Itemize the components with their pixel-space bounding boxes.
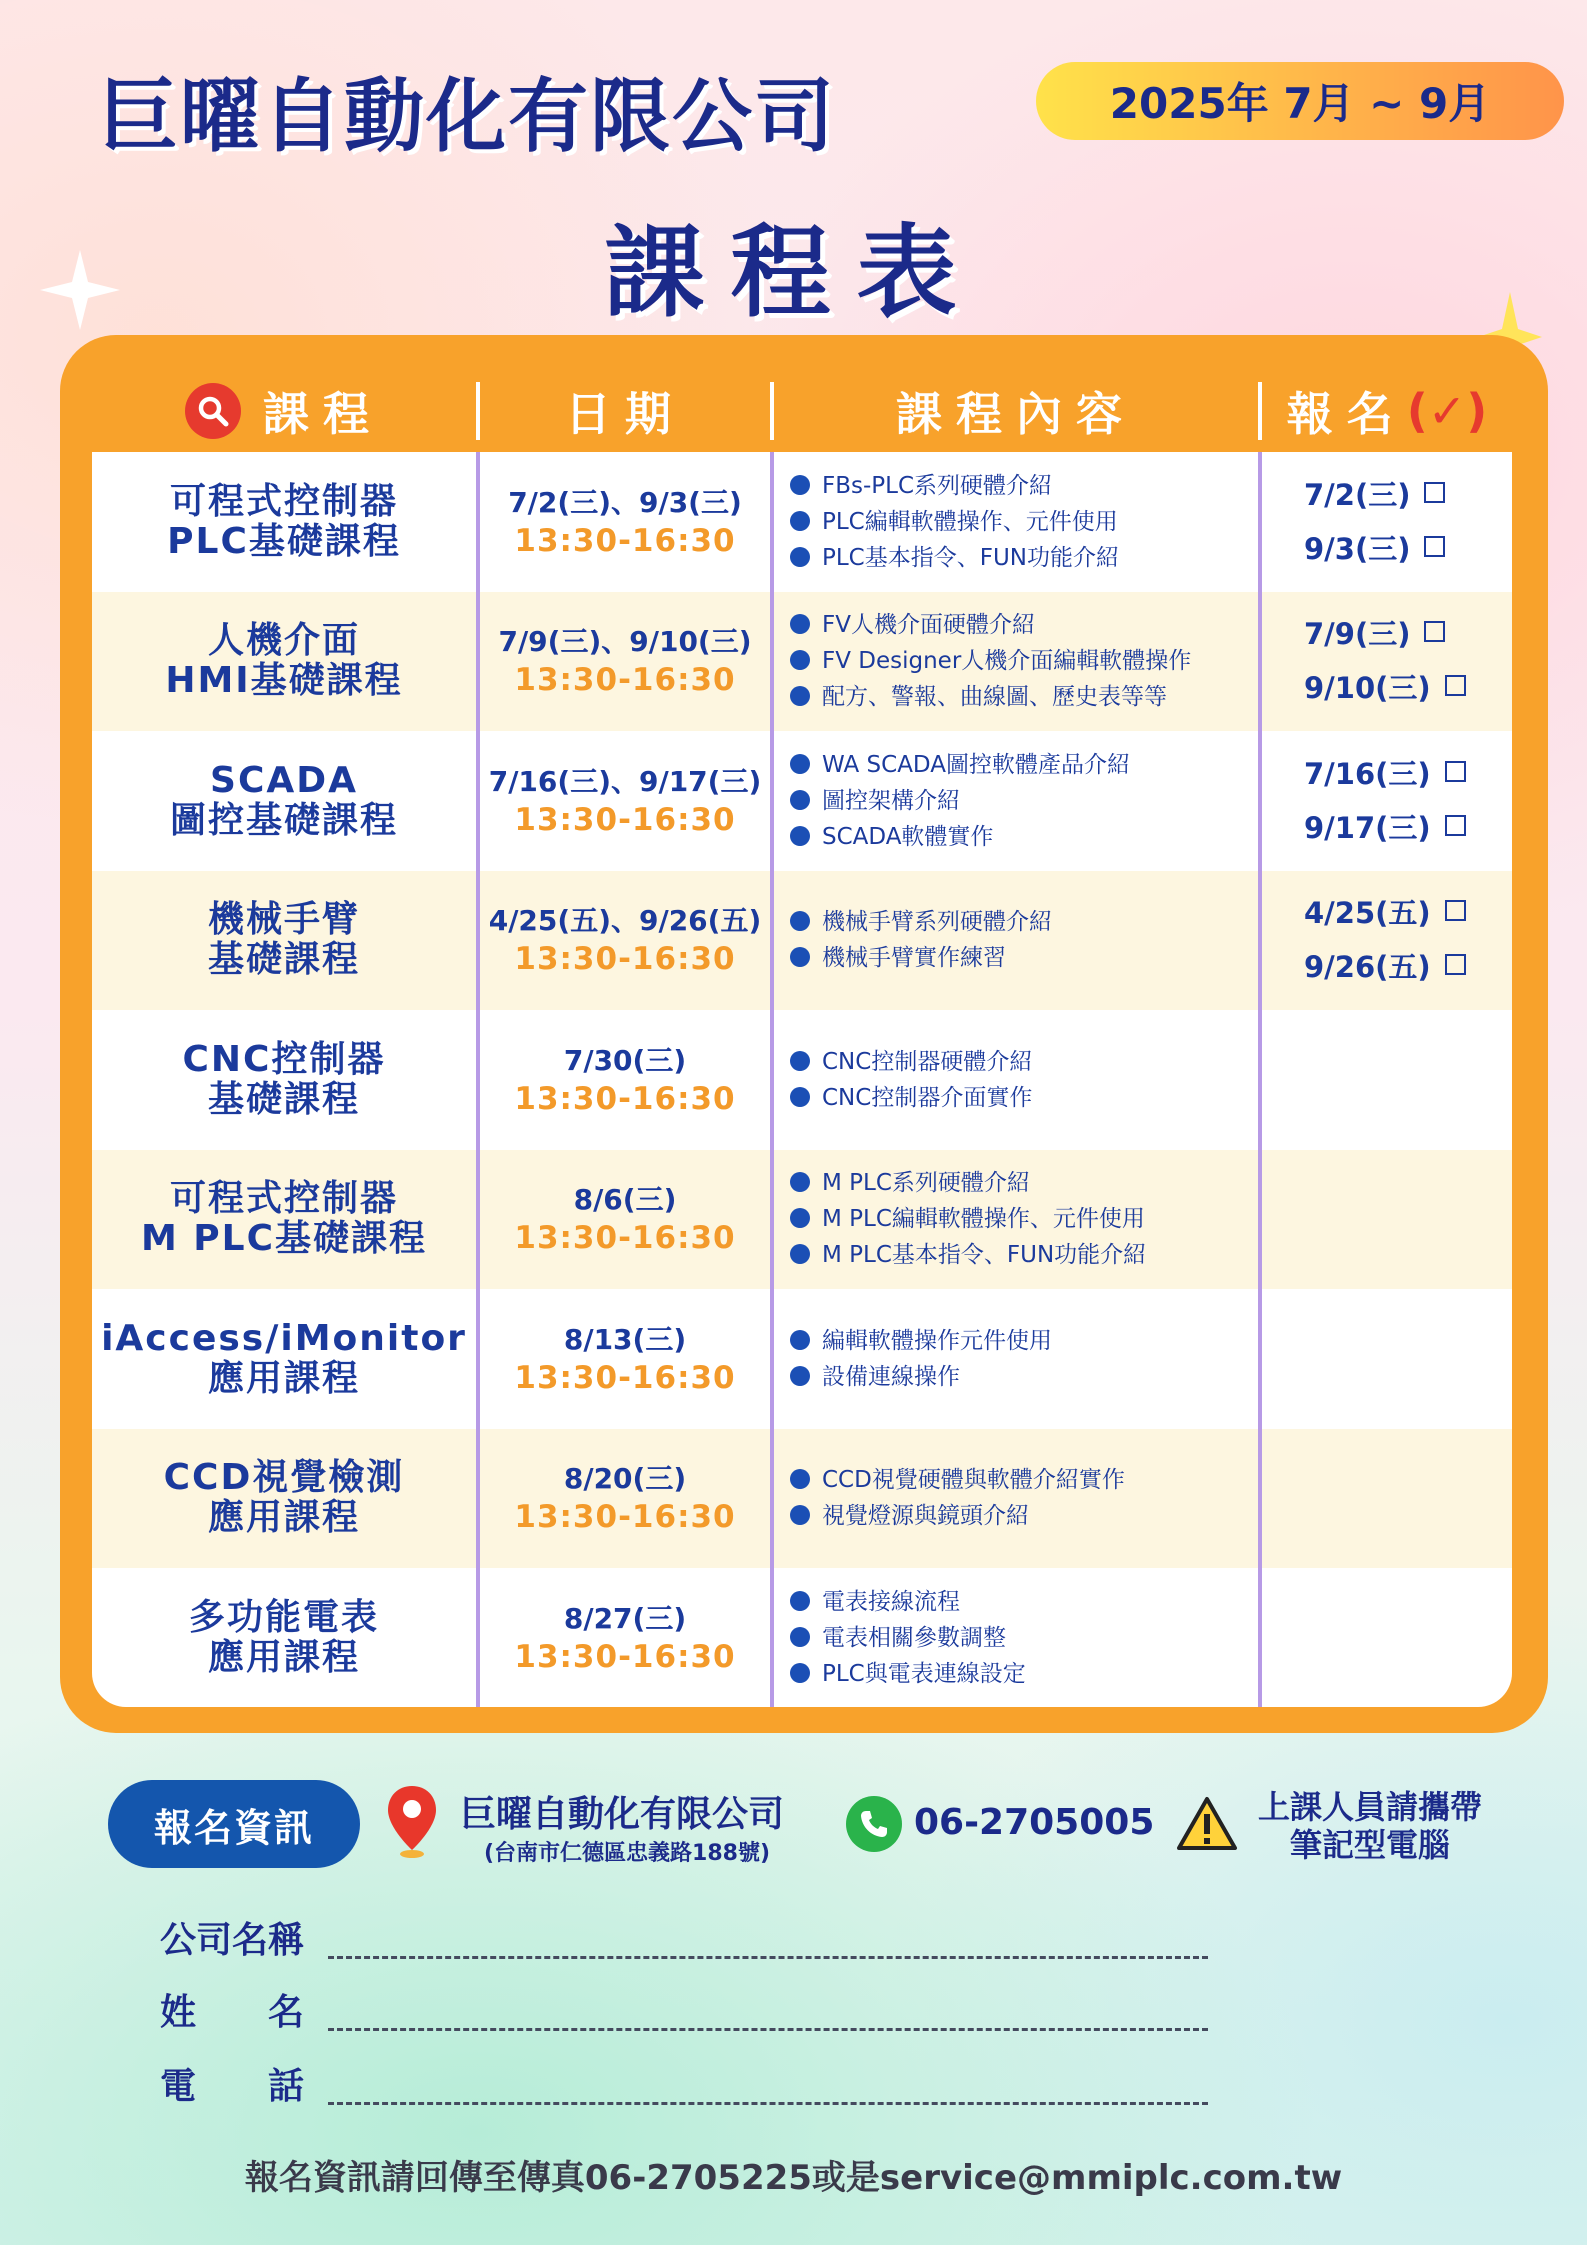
content-item	[790, 1584, 1258, 1620]
course-cell	[92, 1429, 476, 1569]
table-row	[92, 452, 1512, 592]
table-row	[92, 592, 1512, 732]
course-time: 13:30-16:30	[514, 1220, 736, 1257]
course-name-line: 機械手臂	[207, 899, 360, 941]
register-checkbox[interactable]	[1445, 675, 1466, 696]
date-cell	[480, 1289, 770, 1429]
course-time: 13:30-16:30	[514, 1080, 736, 1117]
header-register	[1262, 370, 1512, 452]
bullet-icon	[790, 1172, 810, 1192]
content-item-text: CCD視覺硬體與軟體介紹實作	[822, 1467, 1125, 1494]
register-cell	[1262, 1568, 1512, 1707]
date-cell	[480, 452, 770, 592]
register-option[interactable]	[1304, 607, 1512, 661]
bullet-icon	[790, 1627, 810, 1647]
course-date: 8/27(三)	[563, 1601, 687, 1635]
register-checkbox[interactable]	[1424, 482, 1445, 503]
register-date: 9/10(三)	[1304, 671, 1431, 706]
content-cell	[774, 1568, 1258, 1707]
bullet-icon	[790, 826, 810, 846]
content-cell	[774, 592, 1258, 732]
course-name-line: 可程式控制器	[169, 1178, 398, 1220]
content-item	[790, 679, 1258, 715]
course-time: 13:30-16:30	[514, 1499, 736, 1536]
check-mark: (✓)	[1406, 384, 1488, 438]
content-item	[790, 1080, 1258, 1116]
column-divider	[476, 452, 480, 1707]
course-cell	[92, 1289, 476, 1429]
page-title: 課程表	[604, 214, 983, 331]
course-time: 13:30-16:30	[514, 1638, 736, 1675]
content-item-text: SCADA軟體實作	[822, 823, 994, 850]
date-cell	[480, 1150, 770, 1290]
course-name-line: 應用課程	[207, 1636, 360, 1678]
content-cell	[774, 1150, 1258, 1290]
course-time: 13:30-16:30	[514, 1359, 736, 1396]
header-content: 課程內容	[896, 387, 1136, 441]
course-date: 8/20(三)	[563, 1462, 687, 1496]
table-row	[92, 731, 1512, 871]
course-name-line: M PLC基礎課程	[140, 1218, 428, 1260]
content-item-text: M PLC系列硬體介紹	[822, 1170, 1030, 1197]
content-item	[790, 643, 1258, 679]
content-item	[790, 747, 1258, 783]
bullet-icon	[790, 790, 810, 810]
course-cell	[92, 452, 476, 592]
register-checkbox[interactable]	[1424, 621, 1445, 642]
bullet-icon	[790, 1208, 810, 1228]
bullet-icon	[790, 1505, 810, 1525]
course-cell	[92, 1010, 476, 1150]
content-cell	[774, 731, 1258, 871]
register-date: 7/16(三)	[1304, 756, 1431, 791]
content-cell	[774, 871, 1258, 1011]
content-item-text: FV人機介面硬體介紹	[822, 612, 1035, 639]
content-item-text: M PLC編輯軟體操作、元件使用	[822, 1206, 1145, 1233]
register-date: 9/3(三)	[1304, 531, 1411, 566]
register-cell	[1262, 731, 1512, 871]
table-row	[92, 1568, 1512, 1707]
name-label: 姓 名	[160, 1992, 305, 2033]
content-item-text: 編輯軟體操作元件使用	[822, 1327, 1052, 1354]
bullet-icon	[790, 754, 810, 774]
course-date: 8/6(三)	[573, 1183, 677, 1217]
content-item	[790, 1498, 1258, 1534]
content-item-text: 電表相關參數調整	[822, 1624, 1006, 1651]
register-date: 7/9(三)	[1304, 617, 1411, 652]
name-field[interactable]	[328, 2028, 1208, 2031]
content-item-text: FBs-PLC系列硬體介紹	[822, 472, 1053, 499]
bullet-icon	[790, 1366, 810, 1386]
content-item	[790, 540, 1258, 576]
course-name-line: 應用課程	[207, 1357, 360, 1399]
content-item	[790, 1201, 1258, 1237]
content-item-text: CNC控制器硬體介紹	[822, 1048, 1033, 1075]
register-date: 9/17(三)	[1304, 810, 1431, 845]
content-item-text: PLC與電表連線設定	[822, 1660, 1026, 1687]
register-cell	[1262, 1010, 1512, 1150]
info-company-name: 巨曜自動化有限公司	[460, 1794, 785, 1835]
register-cell	[1262, 1150, 1512, 1290]
header-course-label: 課程	[263, 387, 383, 441]
course-date: 7/16(三)、9/17(三)	[488, 764, 762, 798]
column-divider	[1258, 452, 1262, 1707]
info-address: (台南市仁德區忠義路188號)	[484, 1841, 771, 1866]
date-cell	[480, 1568, 770, 1707]
content-item	[790, 1044, 1258, 1080]
register-option[interactable]	[1304, 801, 1512, 855]
content-item	[790, 504, 1258, 540]
content-item	[790, 1462, 1258, 1498]
date-cell	[480, 1429, 770, 1569]
register-cell	[1262, 1289, 1512, 1429]
note-line-2: 筆記型電腦	[1289, 1826, 1450, 1864]
course-name-line: 圖控基礎課程	[169, 799, 398, 841]
course-name-line: 應用課程	[207, 1497, 360, 1539]
course-name-line: CCD視覺檢測	[163, 1457, 405, 1499]
content-item-text: FV Designer人機介面編輯軟體操作	[822, 648, 1192, 675]
content-item-text: M PLC基本指令、FUN功能介紹	[822, 1242, 1147, 1269]
register-date: 4/25(五)	[1304, 896, 1431, 931]
course-cell	[92, 1150, 476, 1290]
register-checkbox[interactable]	[1445, 761, 1466, 782]
table-row	[92, 1010, 1512, 1150]
course-name-line: HMI基礎課程	[165, 660, 403, 702]
course-name-line: SCADA	[210, 759, 358, 801]
course-cell	[92, 1568, 476, 1707]
course-table	[92, 452, 1512, 1707]
content-item-text: PLC編輯軟體操作、元件使用	[822, 508, 1118, 535]
phone-field[interactable]	[328, 2102, 1208, 2105]
column-divider	[770, 452, 774, 1707]
registration-info-badge: 報名資訊	[108, 1780, 360, 1868]
header-register-label: 報名	[1286, 387, 1407, 441]
bullet-icon	[790, 1469, 810, 1489]
course-name-line: 多功能電表	[188, 1596, 379, 1638]
content-item-text: CNC控制器介面實作	[822, 1084, 1033, 1111]
table-row	[92, 1289, 1512, 1429]
course-date: 8/13(三)	[563, 1322, 687, 1356]
date-cell	[480, 731, 770, 871]
content-item-text: 電表接線流程	[822, 1588, 960, 1615]
bullet-icon	[790, 911, 810, 931]
period-badge: 2025年 7月 ~ 9月	[1036, 62, 1564, 140]
register-date: 9/26(五)	[1304, 950, 1431, 985]
header-date: 日期	[565, 387, 685, 441]
content-item	[790, 1237, 1258, 1273]
register-option[interactable]	[1304, 747, 1512, 801]
content-item-text: 圖控架構介紹	[822, 787, 960, 814]
register-cell	[1262, 871, 1512, 1011]
bullet-icon	[790, 1591, 810, 1611]
bullet-icon	[790, 547, 810, 567]
register-cell	[1262, 592, 1512, 732]
bullet-icon	[790, 475, 810, 495]
register-cell	[1262, 452, 1512, 592]
course-name-line: 可程式控制器	[169, 480, 398, 522]
content-cell	[774, 1010, 1258, 1150]
course-cell	[92, 871, 476, 1011]
content-item	[790, 1620, 1258, 1656]
bullet-icon	[790, 511, 810, 531]
bullet-icon	[790, 947, 810, 967]
course-time: 13:30-16:30	[514, 662, 736, 699]
content-item	[790, 607, 1258, 643]
location-pin-icon	[386, 1784, 438, 1860]
register-checkbox[interactable]	[1424, 536, 1445, 557]
table-header	[92, 370, 1512, 452]
content-item	[790, 468, 1258, 504]
content-item	[790, 904, 1258, 940]
content-item	[790, 1656, 1258, 1692]
course-cell	[92, 731, 476, 871]
table-row	[92, 1150, 1512, 1290]
bullet-icon	[790, 650, 810, 670]
date-cell	[480, 871, 770, 1011]
content-item-text: 設備連線操作	[822, 1363, 960, 1390]
content-cell	[774, 452, 1258, 592]
course-date: 4/25(五)、9/26(五)	[488, 904, 762, 938]
content-item	[790, 819, 1258, 855]
header-course	[92, 370, 476, 452]
search-icon	[185, 383, 241, 439]
note-line-1: 上課人員請攜帶	[1257, 1788, 1482, 1826]
content-item-text: 配方、警報、曲線圖、歷史表等等	[822, 684, 1167, 711]
bullet-icon	[790, 1051, 810, 1071]
content-item	[790, 783, 1258, 819]
content-item	[790, 1165, 1258, 1201]
table-row	[92, 871, 1512, 1011]
bullet-icon	[790, 614, 810, 634]
phone-label: 電 話	[160, 2066, 305, 2107]
content-item-text: PLC基本指令、FUN功能介紹	[822, 544, 1120, 571]
register-option[interactable]	[1304, 940, 1512, 994]
register-checkbox[interactable]	[1445, 954, 1466, 975]
register-date: 7/2(三)	[1304, 477, 1411, 512]
bullet-icon	[790, 686, 810, 706]
register-option[interactable]	[1304, 661, 1512, 715]
content-item-text: WA SCADA圖控軟體產品介紹	[822, 751, 1130, 778]
course-time: 13:30-16:30	[514, 941, 736, 978]
bullet-icon	[790, 1663, 810, 1683]
warning-icon	[1176, 1796, 1238, 1852]
content-item-text: 機械手臂實作練習	[822, 945, 1006, 972]
course-name-line: iAccess/iMonitor	[101, 1317, 467, 1359]
phone-number: 06-2705005	[914, 1802, 1155, 1843]
content-item	[790, 940, 1258, 976]
table-row	[92, 1429, 1512, 1569]
register-checkbox[interactable]	[1445, 815, 1466, 836]
laptop-note	[1250, 1788, 1490, 1864]
course-date: 7/9(三)、9/10(三)	[498, 625, 752, 659]
date-cell	[480, 592, 770, 732]
content-item-text: 機械手臂系列硬體介紹	[822, 909, 1052, 936]
course-cell	[92, 592, 476, 732]
company-title: 巨曜自動化有限公司	[98, 70, 836, 163]
phone-icon	[846, 1796, 902, 1852]
course-time: 13:30-16:30	[514, 801, 736, 838]
footer-note: 報名資訊請回傳至傳真06-2705225或是service@mmiplc.com.tw	[244, 2158, 1343, 2198]
company-name-label: 公司名稱	[160, 1920, 305, 1961]
content-item-text: 視覺燈源與鏡頭介紹	[822, 1503, 1029, 1530]
bullet-icon	[790, 1244, 810, 1264]
content-cell	[774, 1429, 1258, 1569]
content-item	[790, 1359, 1258, 1395]
date-cell	[480, 1010, 770, 1150]
content-item	[790, 1323, 1258, 1359]
register-option[interactable]	[1304, 522, 1512, 576]
course-name-line: PLC基礎課程	[167, 520, 401, 562]
register-checkbox[interactable]	[1445, 900, 1466, 921]
bullet-icon	[790, 1330, 810, 1350]
bullet-icon	[790, 1087, 810, 1107]
course-name-line: CNC控制器	[182, 1038, 386, 1080]
course-date: 7/2(三)、9/3(三)	[508, 485, 742, 519]
sparkle-icon	[40, 250, 120, 330]
company-name-field[interactable]	[328, 1956, 1208, 1959]
register-option[interactable]	[1304, 468, 1512, 522]
register-cell	[1262, 1429, 1512, 1569]
course-name-line: 人機介面	[207, 620, 360, 662]
course-name-line: 基礎課程	[207, 939, 360, 981]
register-option[interactable]	[1304, 886, 1512, 940]
course-date: 7/30(三)	[563, 1043, 687, 1077]
course-time: 13:30-16:30	[514, 522, 736, 559]
course-name-line: 基礎課程	[207, 1078, 360, 1120]
content-cell	[774, 1289, 1258, 1429]
